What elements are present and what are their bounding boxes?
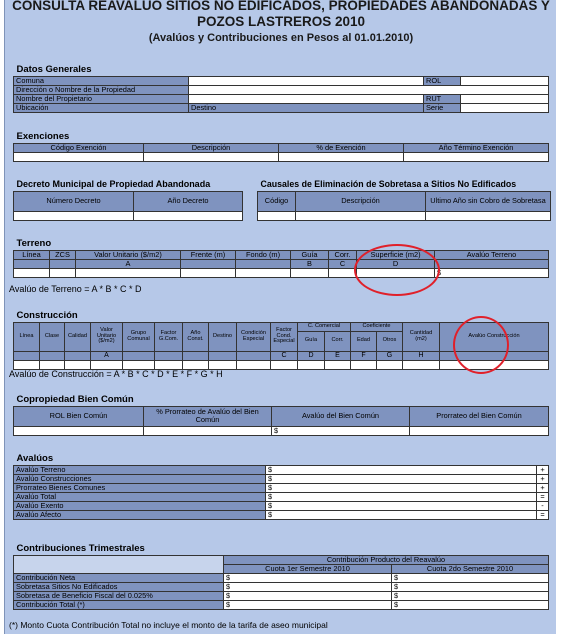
construccion-col-factor-cond: Factor Cond. Especial	[271, 322, 298, 351]
contribuciones-col-1: Cuota 1er Semestre 2010	[224, 564, 392, 573]
copropiedad-col-prorrateo-pct: % Prorrateo de Avalúo del Bien Común	[144, 406, 272, 426]
construccion-col-destino: Destino	[209, 322, 237, 351]
construccion-letter-e: E	[325, 351, 351, 360]
avaluos-header: Avalúos	[14, 453, 549, 465]
contribuciones-header: Contribuciones Trimestrales	[14, 543, 549, 555]
construccion-col-linea: Línea	[14, 322, 40, 351]
terreno-col-linea: Línea	[14, 250, 50, 259]
title-subtitle: (Avalúos y Contribuciones en Pesos al 01.01.2010)	[148, 32, 414, 44]
title-line-2: POZOS LASTREROS 2010	[196, 14, 366, 29]
construccion-group-comercial: C. Comercial	[298, 322, 351, 331]
copropiedad-col-rol: ROL Bien Común	[14, 406, 144, 426]
exenciones-header: Exenciones	[14, 131, 549, 143]
construccion-col-corr: Corr.	[325, 331, 351, 351]
avaluos-row: Prorrateo Bienes Comunes $ +	[14, 483, 549, 492]
causales-header: Causales de Eliminación de Sobretasa a Sitios No Edificados	[258, 179, 551, 191]
causales-table	[257, 179, 551, 221]
exenciones-col-porcentaje: % de Exención	[279, 143, 404, 152]
serie-label: Serie	[424, 103, 461, 112]
terreno-letter-a: A	[76, 259, 181, 268]
propietario-value	[189, 94, 424, 103]
construccion-letter-g: G	[377, 351, 403, 360]
rol-value	[461, 76, 549, 85]
construccion-col-grupo-comunal: Grupo Comunal	[123, 322, 155, 351]
exenciones-col-descripcion: Descripción	[144, 143, 279, 152]
avaluos-row: Avalúo Afecto $ =	[14, 510, 549, 519]
terreno-col-valor-unitario: Valor Unitario ($/m2)	[76, 250, 181, 259]
causales-col-codigo: Código	[258, 191, 296, 211]
rut-label: RUT	[424, 94, 461, 103]
contribuciones-row: Sobretasa Sitios No Edificados $ $	[14, 582, 549, 591]
rut-value	[461, 94, 549, 103]
copropiedad-avaluo-value: $	[272, 426, 410, 435]
form-page	[4, 0, 556, 634]
construccion-col-avaluo: Avalúo Construcción	[440, 322, 549, 351]
construccion-letter-f: F	[351, 351, 377, 360]
destino-label: Destino	[189, 103, 424, 112]
comuna-label: Comuna	[14, 76, 189, 85]
construccion-col-condicion: Condición Especial	[237, 322, 271, 351]
avaluos-row: Avalúo Terreno $ +	[14, 465, 549, 474]
contribuciones-row: Sobretasa de Beneficio Fiscal del 0.025% $ $	[14, 591, 549, 600]
decreto-col-ano: Año Decreto	[134, 191, 243, 211]
construccion-col-ano-const: Año Const.	[183, 322, 209, 351]
datos-generales-table	[13, 64, 549, 113]
contribuciones-group: Contribución Producto del Reavalúo	[224, 555, 549, 564]
contribuciones-col-2: Cuota 2do Semestre 2010	[392, 564, 549, 573]
comuna-value	[189, 76, 424, 85]
title-line-1: CONSULTA REAVALUO SITIOS NO EDIFICADOS, PROPIEDADES ABANDONADAS Y	[12, 0, 550, 13]
terreno-avaluo-value: $	[435, 268, 549, 277]
construccion-letter-c: C	[271, 351, 298, 360]
terreno-letter-c: C	[329, 259, 357, 268]
terreno-col-zcs: ZCS	[50, 250, 76, 259]
construccion-letter-d: D	[298, 351, 325, 360]
construccion-col-clase: Clase	[40, 322, 65, 351]
terreno-letter-d: D	[357, 259, 435, 268]
construccion-col-edad: Edad	[351, 331, 377, 351]
construccion-col-otros: Otros	[377, 331, 403, 351]
avaluos-row: Avalúo Construcciones $ +	[14, 474, 549, 483]
datos-generales-header: Datos Generales	[14, 64, 549, 76]
terreno-col-corr: Corr.	[329, 250, 357, 259]
copropiedad-header: Copropiedad Bien Común	[14, 394, 549, 406]
terreno-header: Terreno	[14, 238, 549, 250]
avaluos-row: Avalúo Total $ =	[14, 492, 549, 501]
terreno-letter-b: B	[291, 259, 329, 268]
construccion-header: Construcción	[14, 310, 549, 322]
contribuciones-row: Contribución Neta $ $	[14, 573, 549, 582]
construccion-col-factor-gcom: Factor G.Com.	[155, 322, 183, 351]
terreno-col-fondo: Fondo (m)	[236, 250, 291, 259]
decreto-col-numero: Número Decreto	[14, 191, 134, 211]
direccion-value	[189, 85, 549, 94]
direccion-label: Dirección o Nombre de la Propiedad	[14, 85, 189, 94]
causales-col-ultimo-ano: Ultimo Año sin Cobro de Sobretasa	[426, 191, 551, 211]
copropiedad-col-avaluo: Avalúo del Bien Común	[272, 406, 410, 426]
terreno-col-avaluo: Avalúo Terreno	[435, 250, 549, 259]
causales-col-descripcion: Descripción	[296, 191, 426, 211]
construccion-letter-a: A	[91, 351, 123, 360]
highlight-circle-superficie	[354, 244, 440, 296]
avaluos-table	[13, 453, 549, 520]
ubicacion-label: Ubicación	[14, 103, 189, 112]
propietario-label: Nombre del Propietario	[14, 94, 189, 103]
terreno-col-guia: Guía	[291, 250, 329, 259]
terreno-col-frente: Frente (m)	[181, 250, 236, 259]
construccion-group-coeficiente: Coeficiente	[351, 322, 403, 331]
contribuciones-footnote: (*) Monto Cuota Contribución Total no incluye el monto de la tarifa de aseo municipal	[9, 620, 328, 630]
construccion-col-calidad: Calidad	[65, 322, 91, 351]
construccion-letter-h: H	[403, 351, 440, 360]
construccion-formula: Avalúo de Construcción = A * B * C * D * E * F * G * H	[9, 369, 223, 379]
decreto-table	[13, 179, 243, 221]
avaluos-row: Avalúo Exento $ -	[14, 501, 549, 510]
construccion-col-guia: Guía	[298, 331, 325, 351]
construccion-col-valor-unitario: Valor Unitario ($/m2)	[91, 322, 123, 351]
contribuciones-row: Contribución Total (*) $ $	[14, 600, 549, 609]
serie-value	[461, 103, 549, 112]
copropiedad-col-prorrateo: Prorrateo del Bien Común	[410, 406, 549, 426]
highlight-circle-cantidad	[453, 316, 509, 374]
contribuciones-table	[13, 543, 549, 610]
exenciones-table	[13, 131, 549, 162]
exenciones-col-ano: Año Término Exención	[404, 143, 549, 152]
terreno-table	[13, 238, 549, 278]
terreno-col-superficie: Superficie (m2)	[357, 250, 435, 259]
terreno-formula: Avalúo de Terreno = A * B * C * D	[9, 284, 142, 294]
rol-label: ROL	[424, 76, 461, 85]
copropiedad-table	[13, 394, 549, 436]
construccion-col-cantidad: Cantidad (m2)	[403, 322, 440, 351]
decreto-header: Decreto Municipal de Propiedad Abandonada	[14, 179, 243, 191]
exenciones-col-codigo: Código Exención	[14, 143, 144, 152]
